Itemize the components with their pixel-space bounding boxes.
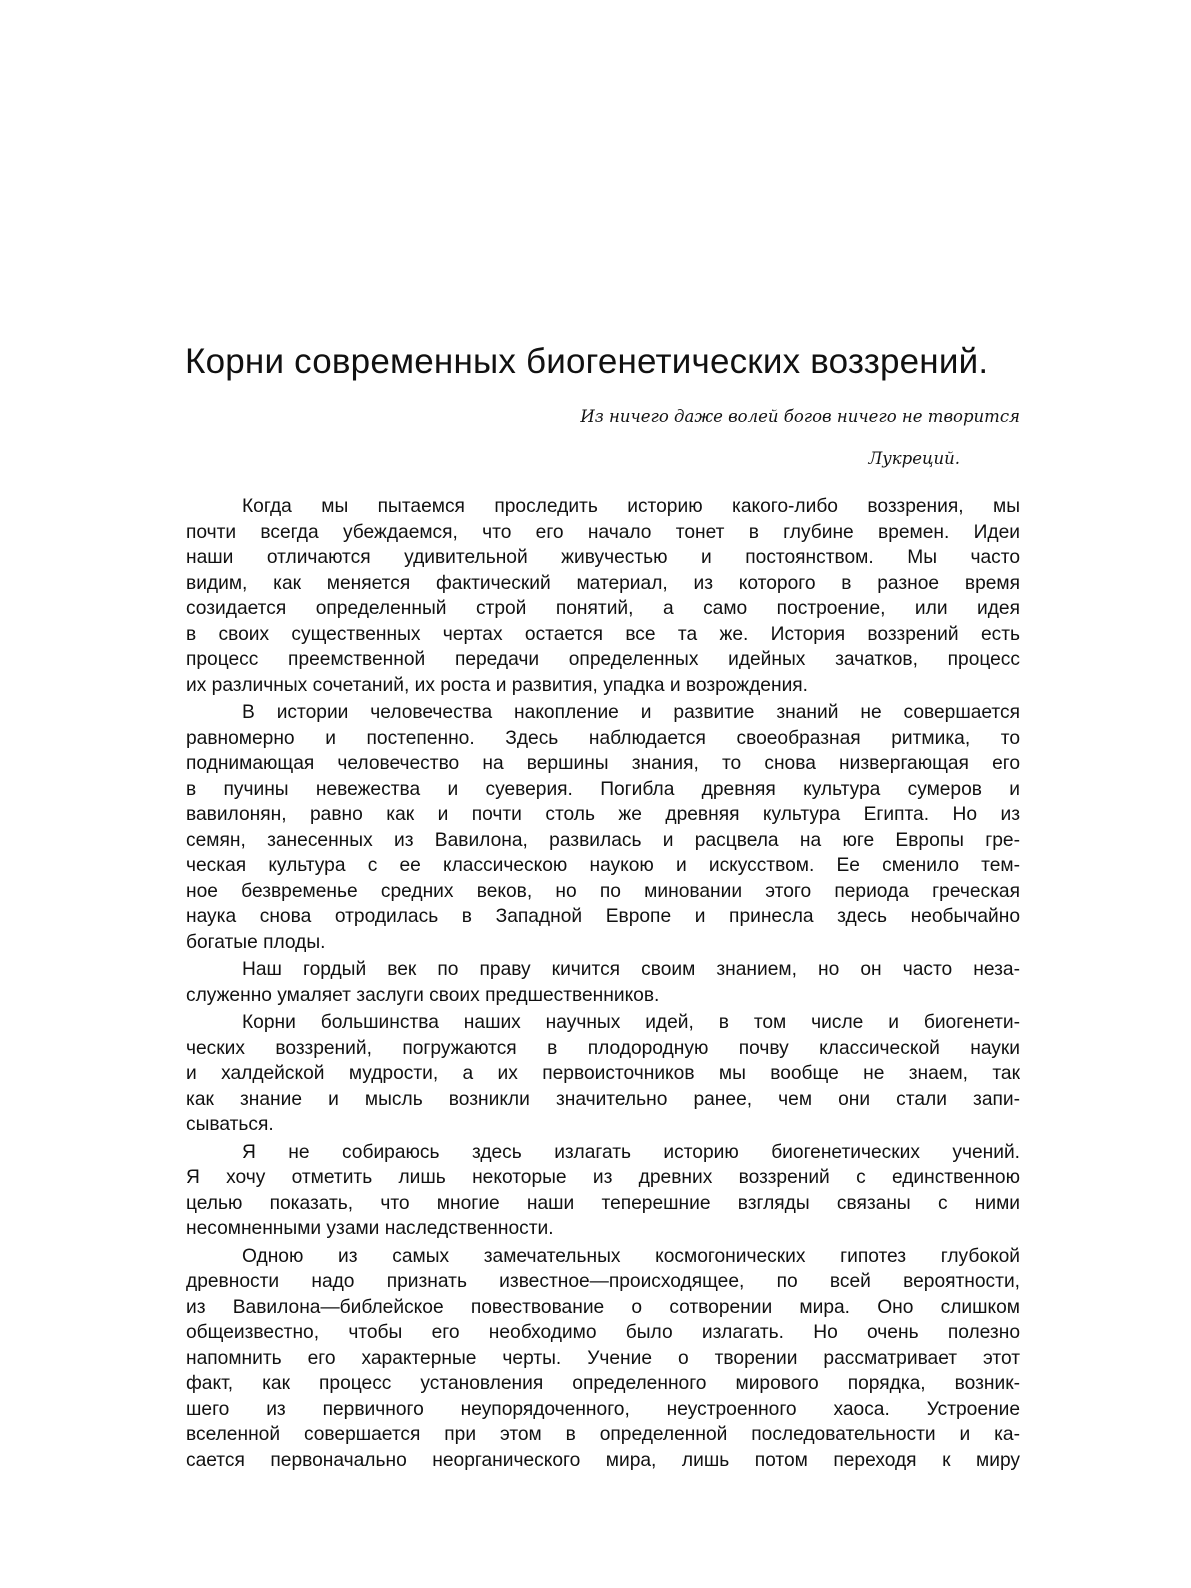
paragraph-line: Когда мы пытаемся проследить историю какого-либо воззрения, мы [242,496,1020,517]
paragraph-line: шего из первичного неупорядоченного, неустроенного хаоса. Устроение [186,1398,1020,1420]
paragraph-line: наука снова отродилась в Западной Европе и принесла здесь необычайно [186,906,1020,927]
paragraph-line: их различных сочетаний, их роста и развития, упадка и возрождения. [186,674,809,696]
paragraph-line: наши отличаются удивительной живучестью и постоянством. Мы часто [186,547,1020,568]
paragraph-line: равномерно и постепенно. Здесь наблюдается своеобразная ритмика, то [186,727,1020,749]
paragraph [186,1010,1020,1138]
paragraph-line: семян, занесенных из Вавилона, развилась и расцвела на юге Европы гре- [186,829,1020,851]
paragraph-line: вавилонян, равно как и почти столь же древняя культура Египта. Но из [186,804,1020,825]
paragraph [186,1244,1020,1474]
paragraph-line: видим, как меняется фактический материал, из которого в разное время [186,572,1020,594]
paragraph-line: целью показать, что многие наши теперешние взгляды связаны с ними [186,1192,1020,1214]
paragraph-line: процесс преемственной передачи определенных идейных зачатков, процесс [186,649,1020,670]
epigraph-author: Лукреций. [868,449,960,468]
paragraph-line: созидается определенный строй понятий, а само построение, или идея [186,598,1020,619]
paragraph-line: и халдейской мудрости, а их первоисточников мы вообще не знаем, так [186,1063,1020,1084]
paragraph-line: Я хочу отметить лишь некоторые из древних воззрений с единственною [186,1167,1020,1188]
paragraph-line: вселенной совершается при этом в определенной последовательности и ка- [186,1424,1020,1445]
paragraph-line: В истории человечества накопление и развитие знаний не совершается [242,702,1020,723]
paragraph-line: из Вавилона—библейское повествование о сотворении мира. Оно слишком [186,1296,1020,1318]
paragraph [186,957,1020,1008]
paragraph-line: Одною из самых замечательных космогонических гипотез глубокой [242,1245,1020,1267]
paragraph-line: в своих существенных чертах остается все та же. История воззрений есть [186,623,1020,645]
paragraph-line: почти всегда убеждаемся, что его начало тонет в глубине времен. Идеи [186,521,1020,543]
paragraph-line: ческих воззрений, погружаются в плодородную почву классической науки [186,1037,1020,1059]
paragraph-line: служенно умаляет заслуги своих предшественников. [186,984,660,1006]
epigraph-quote: Из ничего даже волей богов ничего не творится [580,407,1020,426]
paragraph-line: сываться. [186,1114,274,1135]
paragraph-line: ческая культура с ее классическою наукою и искусством. Ее сменило тем- [186,855,1020,876]
paragraph-line: в пучины невежества и суеверия. Погибла древняя культура сумеров и [186,778,1020,800]
paragraph-line: Корни большинства наших научных идей, в том числе и биогенети- [242,1012,1020,1033]
paragraph [186,700,1020,955]
article-title: Корни современных биогенетических воззрений. [185,342,989,381]
paragraph-line: общеизвестно, чтобы его необходимо было излагать. Но очень полезно [186,1322,1020,1343]
paragraph-line: напомнить его характерные черты. Учение о творении рассматривает этот [186,1347,1020,1369]
paragraph-line: факт, как процесс установления определенного мирового порядка, возник- [186,1373,1020,1394]
paragraph-line: Я не собираюсь здесь излагать историю биогенетических учений. [242,1141,1020,1163]
paragraph-line: Наш гордый век по праву кичится своим знанием, но он часто неза- [242,959,1020,980]
paragraph [186,494,1020,698]
paragraph-line: несомненными узами наследственности. [186,1218,554,1239]
paragraph-line: богатые плоды. [186,931,326,953]
paragraph-line: как знание и мысль возникли значительно ранее, чем они стали запи- [186,1088,1020,1110]
article-body [186,494,1020,1475]
paragraph-line: поднимающая человечество на вершины знания, то снова низвергающая его [186,753,1020,774]
paragraph-line: древности надо признать известное—происходящее, по всей вероятности, [186,1271,1020,1292]
paragraph-line: ное безвременье средних веков, но по миновании этого периода греческая [186,880,1020,902]
paragraph-line: сается первоначально неорганического мира, лишь потом переходя к миру [186,1449,1020,1471]
paragraph [186,1140,1020,1242]
